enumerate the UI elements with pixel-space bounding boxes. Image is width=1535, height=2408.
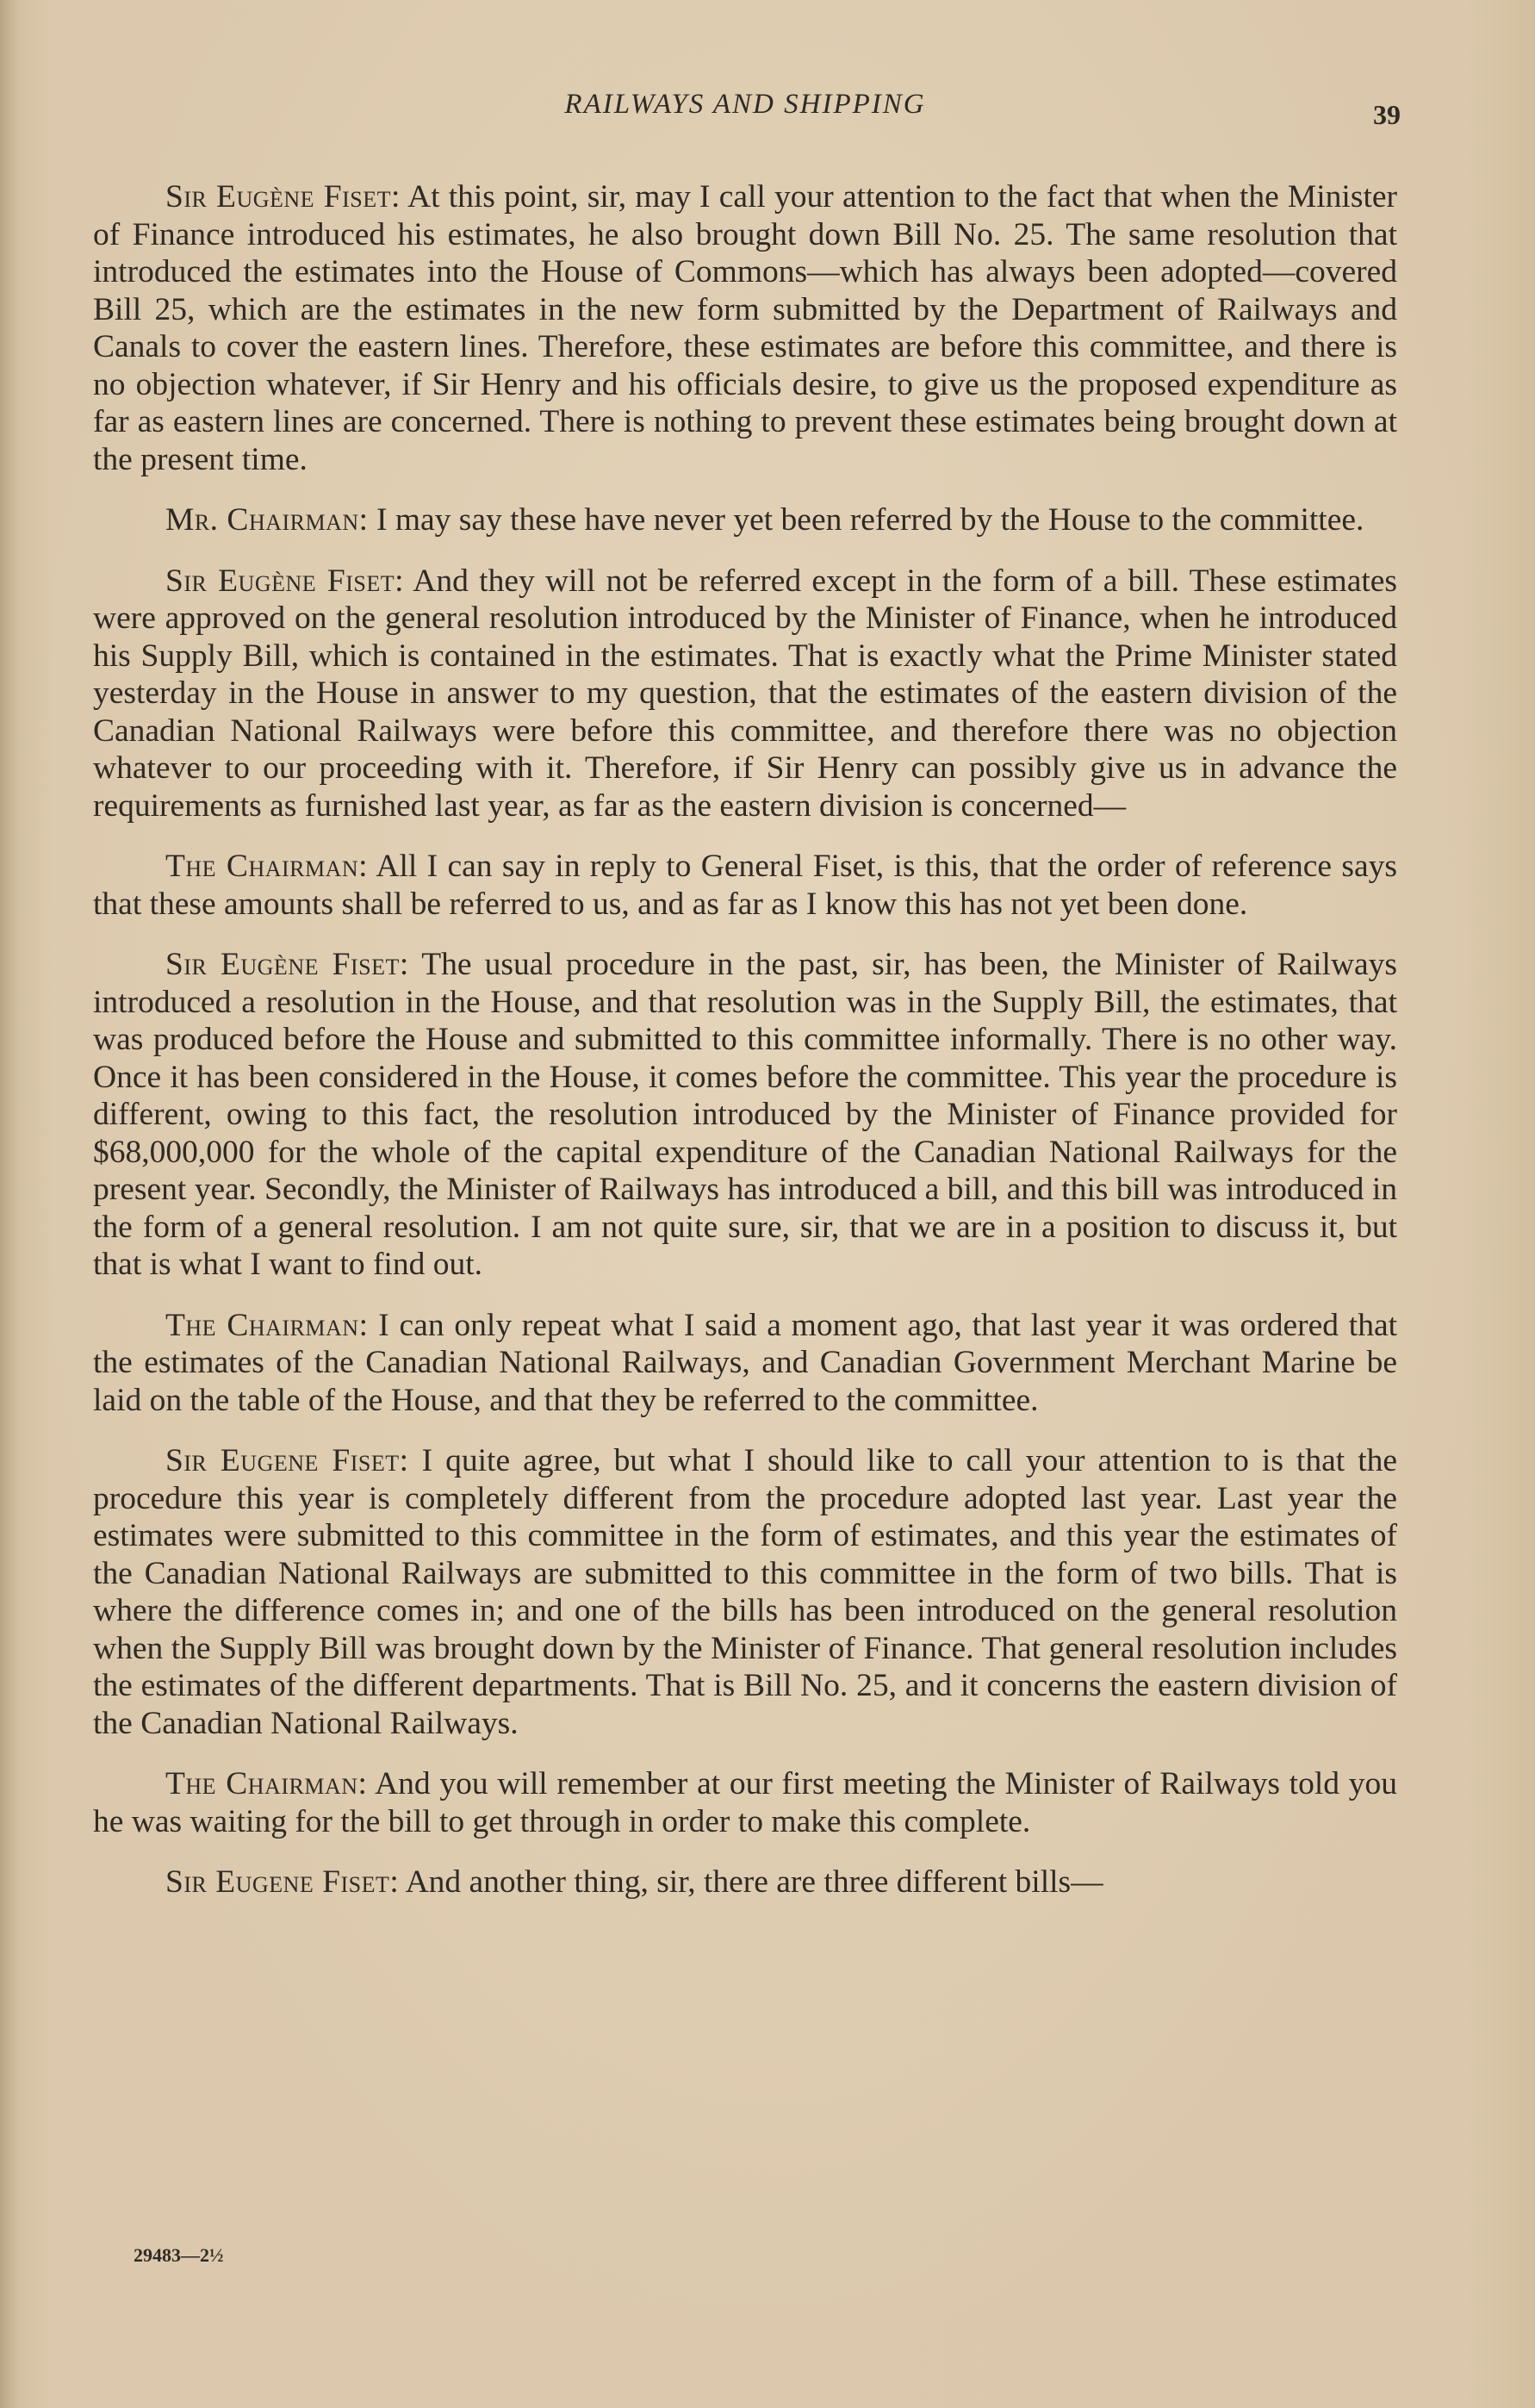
paragraph-text: And they will not be referred except in the form of a bill. These estimates were approved on the general resolution introduced by the Minister of Finance, when he introduced his Supply Bill, which is contained in the estimates. That is exactly what the Prime Minister stated yesterday in the House in answer to my question, that the estimates of the eastern division of the Canadian National Railways were before this committee, and therefore there was no objection whatever to our proceeding with it. Therefore, if Sir Henry can possibly give us in advance the requirements as furnished last year, as far as the eastern division is concerned— [93,563,1398,824]
paragraph-text: I quite agree, but what I should like to call your attention to is that the procedure this year is completely different from the procedure adopted last year. Last year the estimates were submitted to this committee in the form of estimates, and this year the estimates of the Canadian National Railways are submitted to this committee in the form of two bills. That is where the difference comes in; and one of the bills has been introduced on the general resolution when the Supply Bill was brought down by the Minister of Finance. That general resolution includes the estimates of the different departments. That is Bill No. 25, and it concerns the eastern division of the Canadian National Railways. [93,1443,1398,1741]
page-header [93,82,1401,142]
paragraph-text: At this point, sir, may I call your attention to the fact that when the Minister of Finance introduced his estimates, he also brought down Bill No. 25. The same resolution that introduced the estimates into the House of Commons—which has always been adopted—covered Bill 25, which are the estimates in the new form submitted by the Department of Railways and Canals to cover the eastern lines. Therefore, these estimates are before this committee, and there is no objection whatever, if Sir Henry and his officials desire, to give us the proposed expenditure as far as eastern lines are concerned. There is nothing to prevent these estimates being brought down at the present time. [93,179,1397,477]
running-head: RAILWAYS AND SHIPPING [564,89,926,120]
speaker-name: Sir Eugène Fiset: [165,947,409,982]
speaker-name: Sir Eugene Fiset: [165,1443,409,1478]
paragraph-text: I can only repeat what I said a moment ago, that last year it was ordered that the estimates of the Canadian National Railways, and Canadian Government Merchant Marine be laid on the table of the House, and that they be referred to the committee. [93,1307,1398,1418]
speaker-name: Sir Eugène Fiset: [165,563,405,599]
paragraph-text: The usual procedure in the past, sir, has been, the Minister of Railways introduced a resolution in the House, and that resolution was in the Supply Bill, the estimates, that was produced before the House and submitted to this committee informally. There is no other way. Once it has been considered in the House, it comes before the committee. This year the procedure is different, owing to this fact, the resolution introduced by the Minister of Finance provided for $68,000,000 for the whole of the capital expenditure of the Canadian National Railways for the present year. Secondly, the Minister of Railways has introduced a bill, and this bill was introduced in the form of a general resolution. I am not quite sure, sir, that we are in a position to discuss it, but that is what I want to find out. [93,947,1398,1282]
paragraph [93,1442,1397,1742]
speaker-name: The Chairman: [165,1307,369,1343]
paragraph [93,501,1397,539]
speaker-name: The Chairman: [165,1766,368,1801]
speaker-name: Mr. Chairman: [165,502,369,538]
speaker-name: Sir Eugene Fiset: [165,1864,400,1900]
page-number: 39 [1373,99,1401,130]
paragraph [93,563,1397,825]
page-body [93,178,1397,1901]
paragraph-text: And you will remember at our first meeting the Minister of Railways told you he was waiting for the bill to get through in order to make this complete. [93,1766,1397,1839]
speaker-name: The Chairman: [165,849,369,884]
paragraph [93,178,1397,478]
paragraph-text: And another thing, sir, there are three different bills— [405,1864,1103,1900]
paragraph [93,1765,1397,1840]
paragraph-text: All I can say in reply to General Fiset, is this, that the order of reference says that these amounts shall be referred to us, and as far as I know this has not yet been done. [93,849,1397,922]
paragraph [93,1307,1397,1420]
paragraph-text: I may say these have never yet been referred by the House to the committee. [376,502,1364,538]
paragraph [93,848,1397,923]
paragraph [93,946,1397,1284]
printer-signature: 29483—2½ [134,2244,224,2266]
speaker-name: Sir Eugène Fiset: [165,179,401,215]
paragraph [93,1864,1397,1901]
